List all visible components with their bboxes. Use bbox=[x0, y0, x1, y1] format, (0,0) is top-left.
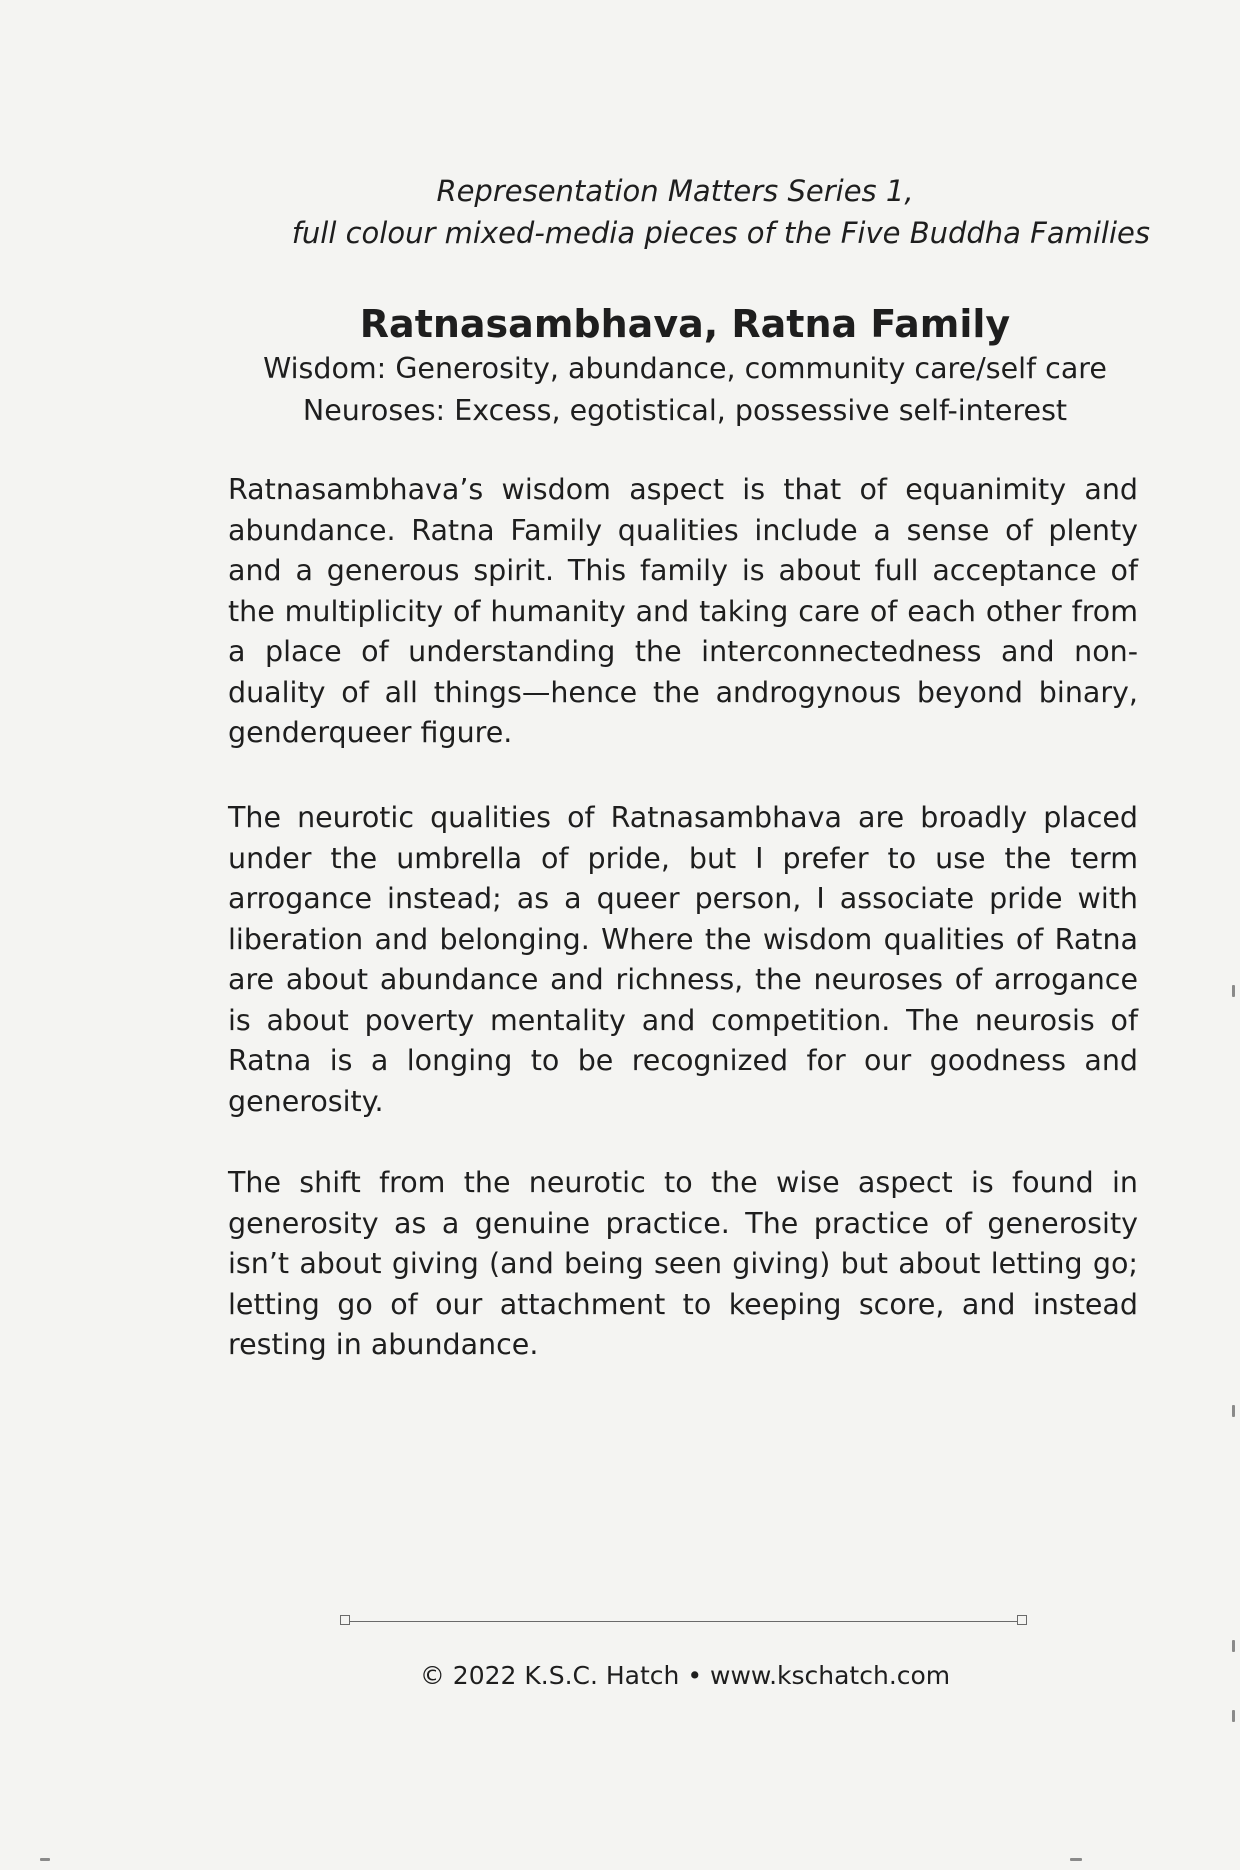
scan-speck bbox=[1070, 1858, 1082, 1861]
paragraph-neurotic: The neurotic qualities of Ratnasambhava are broadly placed under the umbrella of pride, but I prefer to use the term arrogance instead; as a queer person, I associate pride with liberation and belonging. Where the wisdom qualities of Ratna are about abundance and richness, the neuroses of arrogance is about poverty mentality and competition. The neurosis of Ratna is a longing to be recognized for our goodness and generosity. bbox=[228, 801, 1138, 1118]
scan-speck bbox=[1232, 1710, 1235, 1722]
scan-speck bbox=[1232, 1640, 1235, 1652]
scan-speck bbox=[1232, 1405, 1235, 1417]
footer-divider bbox=[347, 1621, 1027, 1622]
series-line-1: Representation Matters Series 1, bbox=[436, 174, 914, 208]
neuroses-line: Neuroses: Excess, egotistical, possessive self-interest bbox=[302, 394, 1068, 427]
series-line-2: full colour mixed-media pieces of the Five Buddha Families bbox=[291, 216, 1150, 250]
paragraph-wisdom: Ratnasambhava’s wisdom aspect is that of equanimity and abundance. Ratna Family qualities include a sense of plenty and a generous spirit. This family is about full acceptance of the multiplicity of humanity and taking care of each other from a place of understanding the interconnectedness and non-duality of all things—hence the androgynous beyond binary, genderqueer figure. bbox=[228, 473, 1138, 749]
copyright-footer: © 2022 K.S.C. Hatch • www.kschatch.com bbox=[419, 1661, 951, 1690]
wisdom-line: Wisdom: Generosity, abundance, community care/self care bbox=[263, 352, 1107, 385]
series-heading bbox=[200, 170, 1150, 254]
page-title: Ratnasambhava, Ratna Family bbox=[359, 302, 1011, 346]
divider-end-right bbox=[1017, 1615, 1027, 1625]
scan-speck bbox=[40, 1858, 50, 1861]
divider-end-left bbox=[340, 1615, 350, 1625]
paragraph-shift: The shift from the neurotic to the wise aspect is found in generosity as a genuine practice. The practice of generosity isn’t about giving (and being seen giving) but about letting go; letting go of our attachment to keeping score, and instead resting in abundance. bbox=[228, 1166, 1138, 1361]
scan-speck bbox=[1232, 985, 1235, 997]
